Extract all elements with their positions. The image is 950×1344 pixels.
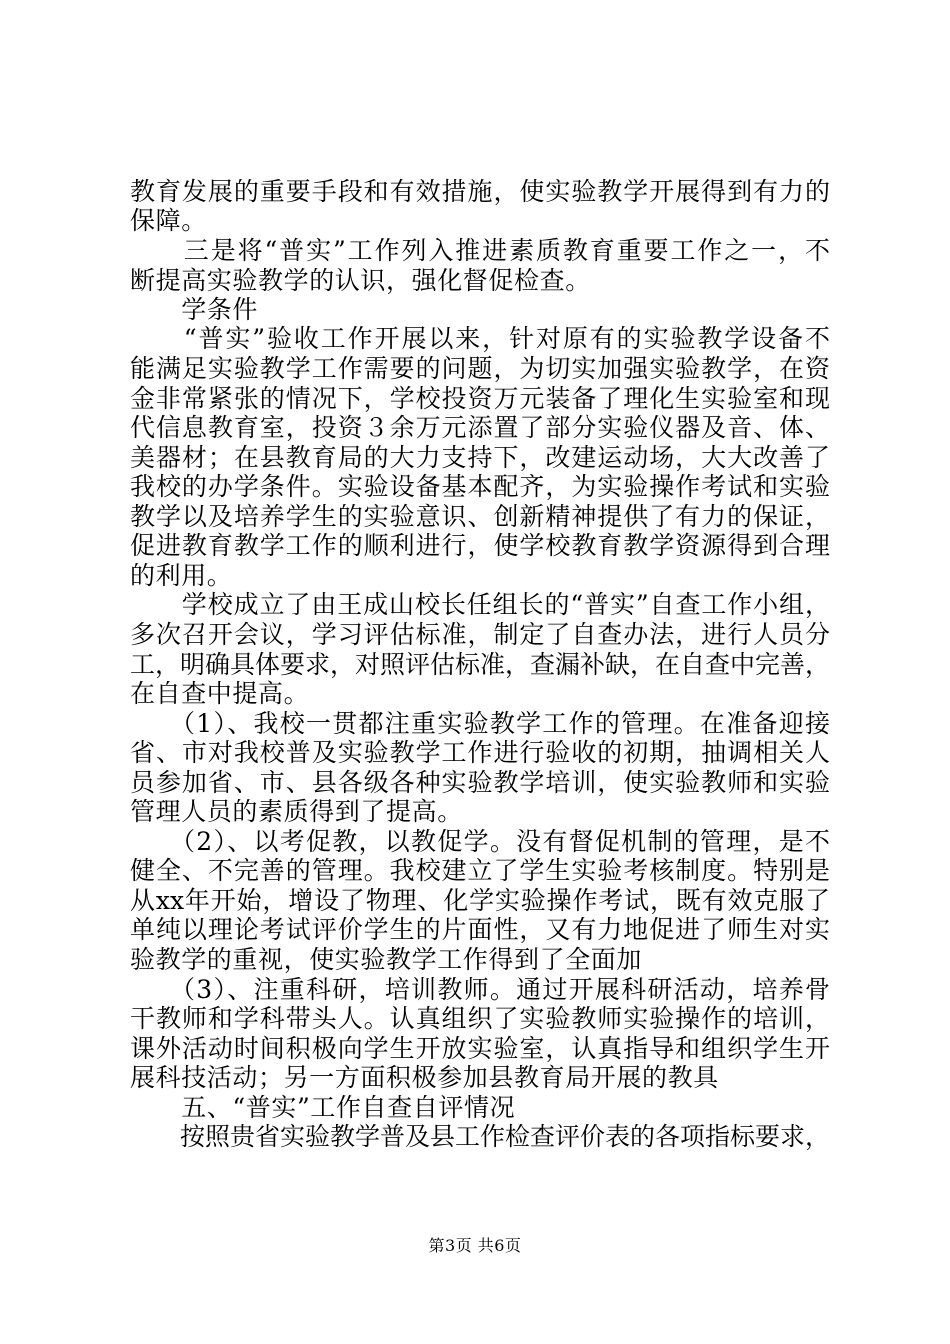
body-text-line: 工，明确具体要求，对照评估标准，查漏补缺，在自查中完善， <box>130 650 831 679</box>
body-text-line: 从xx年开始，增设了物理、化学实验操作考试，既有效克服了 <box>130 886 830 915</box>
body-text-line: 我校的办学条件。实验设备基本配齐，为实验操作考试和实验 <box>130 472 830 501</box>
body-text-line: 按照贵省实验教学普及县工作检查评价表的各项指标要求， <box>130 1122 831 1151</box>
body-text-line: 学校成立了由王成山校长任组长的“普实”自查工作小组， <box>130 590 830 619</box>
page-footer: 第3页 共6页 <box>428 1236 522 1255</box>
section-heading: 五、“普实”工作自查自评情况 <box>130 1093 516 1122</box>
body-text-line: 验教学的重视，使实验教学工作得到了全面加 <box>130 945 643 974</box>
body-text-line: 干教师和学科带头人。认真组织了实验教师实验操作的培训， <box>130 1004 830 1033</box>
body-text-line: 教育发展的重要手段和有效措施，使实验教学开展得到有力的 <box>130 177 830 206</box>
body-text-line: 断提高实验教学的认识，强化督促检查。 <box>130 266 591 295</box>
body-text-line: 金非常紧张的情况下，学校投资万元装备了理化生实验室和现 <box>130 384 830 413</box>
body-text-line: （3）、注重科研，培训教师。通过开展科研活动，培养骨 <box>130 975 830 1004</box>
body-text-line: 健全、不完善的管理。我校建立了学生实验考核制度。特别是 <box>130 856 830 885</box>
body-text-line: 三是将“普实”工作列入推进素质教育重要工作之一，不 <box>130 236 830 265</box>
body-text-line: 能满足实验教学工作需要的问题，为切实加强实验教学，在资 <box>130 354 830 383</box>
body-text-line: 美器材；在县教育局的大力支持下，改建运动场，大大改善了 <box>130 443 830 472</box>
body-text-line: 代信息教育室，投资３余万元添置了部分实验仪器及音、体、 <box>130 413 830 442</box>
body-text-line: 多次召开会议，学习评估标准，制定了自查办法，进行人员分 <box>130 620 830 649</box>
body-text-line: 保障。 <box>130 206 207 235</box>
body-text-line: 单纯以理论考试评价学生的片面性，又有力地促进了师生对实 <box>130 915 830 944</box>
body-text-line: “普实”验收工作开展以来，针对原有的实验教学设备不 <box>130 324 830 353</box>
body-text-line: 展科技活动；另一方面积极参加县教育局开展的教具 <box>130 1063 719 1092</box>
body-text-line: 管理人员的素质得到了提高。 <box>130 797 463 826</box>
body-text-line: 的利用。 <box>130 561 233 590</box>
body-text-line: 教学以及培养学生的实验意识、创新精神提供了有力的保证， <box>130 502 830 531</box>
section-heading: 学条件 <box>130 295 259 324</box>
body-text-line: 促进教育教学工作的顺利进行，使学校教育教学资源得到合理 <box>130 531 830 560</box>
body-text-line: 在自查中提高。 <box>130 679 310 708</box>
body-text-line: 课外活动时间积极向学生开放实验室，认真指导和组织学生开 <box>130 1034 830 1063</box>
body-text-line: （1）、我校一贯都注重实验教学工作的管理。在准备迎接 <box>130 709 830 738</box>
body-text-line: （2）、以考促教，以教促学。没有督促机制的管理，是不 <box>130 827 830 856</box>
body-text-line: 省、市对我校普及实验教学工作进行验收的初期，抽调相关人 <box>130 738 830 767</box>
body-text-line: 员参加省、市、县各级各种实验教学培训，使实验教师和实验 <box>130 768 830 797</box>
